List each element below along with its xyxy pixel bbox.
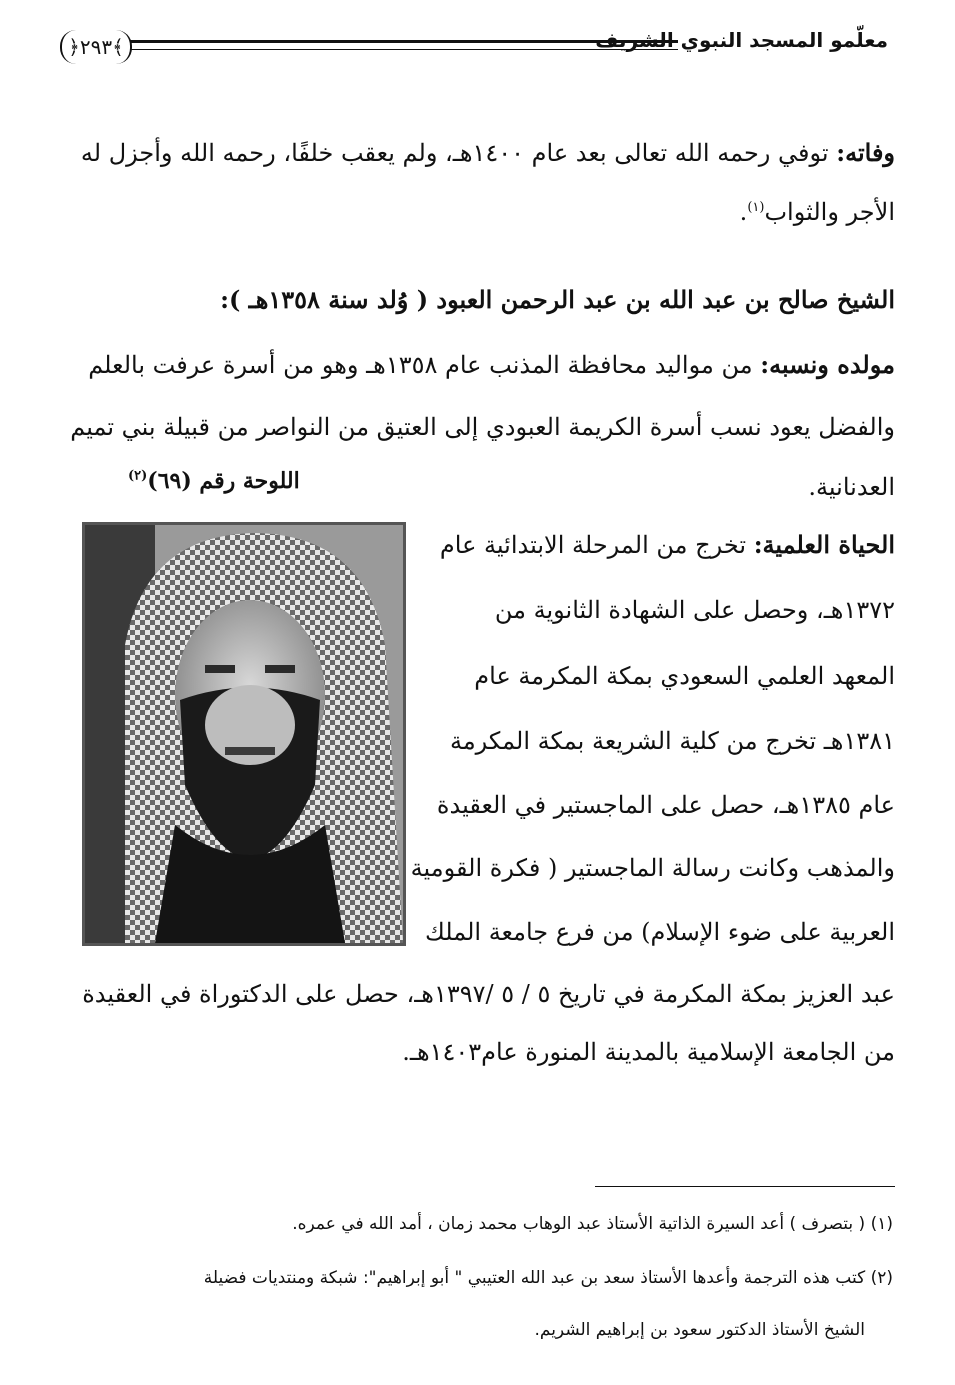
- page-header: [60, 26, 888, 76]
- footnote-1: (١) ( بتصرف ) أعد السيرة الذاتية الأستاذ عبد الوهاب محمد زمان ، أمد الله في عمره.: [292, 1214, 893, 1234]
- edu-line-8: عبد العزيز بمكة المكرمة في تاريخ ٥ / ٥ /١٣٩٧هـ، حصل على الدكتوراة في العقيدة: [82, 980, 895, 1008]
- edu-line-5: عام ١٣٨٥هـ، حصل على الماجستير في العقيدة: [436, 791, 895, 819]
- edu-line-3: المعهد العلمي السعودي بمكة المكرمة عام: [474, 662, 895, 690]
- footnote-ref-1: (١): [747, 200, 765, 215]
- plate-label: اللوحة رقم (٦٩): [147, 468, 300, 494]
- edu-line-9: من الجامعة الإسلامية بالمدينة المنورة عام١٤٠٣هـ.: [402, 1038, 895, 1066]
- edu-line-4: ١٣٨١هـ تخرج من كلية الشريعة بمكة المكرمة: [449, 727, 895, 755]
- death-text-end: الأجر والثواب: [764, 198, 895, 226]
- birth-line-3: العدنانية.: [808, 473, 895, 501]
- edu-line-6: والمذهب وكانت رسالة الماجستير ( فكرة القومية: [410, 854, 895, 882]
- footnote-2-line-2: الشيخ الأستاذ الدكتور سعود بن إبراهيم الشريم.: [534, 1320, 865, 1340]
- birth-line-1: [88, 350, 895, 379]
- death-label: وفاته:: [836, 138, 895, 167]
- plate-caption: [128, 468, 300, 494]
- footnote-ref-2: (٢): [128, 468, 148, 484]
- birth-label: مولده ونسبه:: [760, 350, 895, 379]
- death-text: توفي رحمه الله تعالى بعد عام ١٤٠٠هـ، ولم يعقب خلفًا، رحمه الله وأجزل له: [80, 139, 829, 167]
- edu-line-2: ١٣٧٢هـ، وحصل على الشهادة الثانوية من: [494, 596, 895, 624]
- birth-line-2: والفضل يعود نسب أسرة الكريمة العبودي إلى العتيق من النواصر من قبيلة بني تميم: [70, 413, 895, 441]
- birth-text-1: من مواليد محافظة المذنب عام ١٣٥٨هـ وهو من أسرة عرفت بالعلم: [88, 351, 753, 379]
- edu-line-1: [420, 530, 895, 559]
- portrait-image: [85, 525, 403, 943]
- death-paragraph-line-1: [75, 138, 895, 167]
- death-paragraph-line-2: الأجر والثواب$^{(١)}$.: [739, 198, 895, 226]
- footnote-separator: [595, 1186, 895, 1187]
- page-number: ﴿٢٩٣﴾: [60, 30, 132, 64]
- edu-label: الحياة العلمية:: [753, 530, 895, 559]
- section-title: الشيخ صالح بن عبد الله بن عبد الرحمن العبود ( وُلد سنة ١٣٥٨هـ ):: [220, 285, 895, 314]
- edu-text-1: تخرج من المرحلة الابتدائية عام: [439, 531, 747, 559]
- footnote-2-line-1: (٢) كتب هذه الترجمة وأعدها الأستاذ سعد بن عبد الله العتيبي " أبو إبراهيم": شبكة ومنتديات فضيلة: [203, 1268, 893, 1288]
- running-title: معلّمو المسجد النبوي الشريف: [595, 28, 888, 52]
- portrait-photo: [82, 522, 406, 946]
- edu-line-7: العربية على ضوء الإسلام) من فرع جامعة الملك: [425, 918, 895, 946]
